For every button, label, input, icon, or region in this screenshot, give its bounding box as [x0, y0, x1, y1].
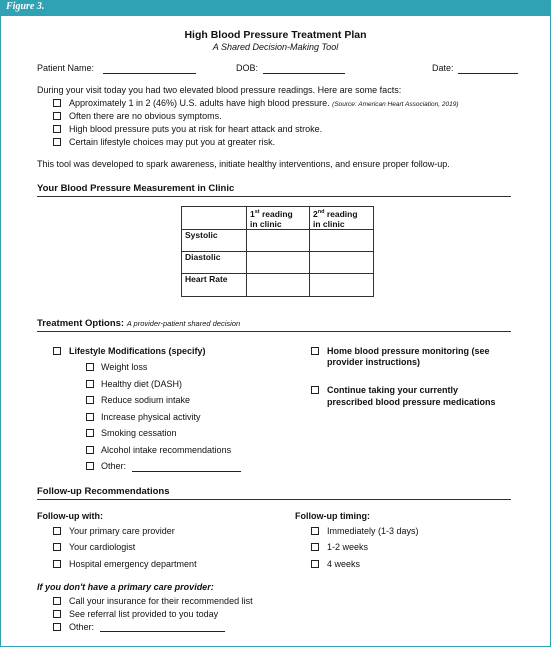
patient-name-field[interactable] [103, 73, 196, 74]
row-label-systolic: Systolic [182, 229, 247, 251]
systolic-reading-2-cell[interactable] [310, 229, 374, 251]
fact-item: Approximately 1 in 2 (46%) U.S. adults have high blood pressure. (Source: American Heart Association, 2019) [69, 98, 459, 108]
no-provider-item: See referral list provided to you today [69, 609, 219, 619]
timing-immediately-checkbox[interactable] [311, 527, 319, 535]
followup-with-item: Hospital emergency department [69, 559, 197, 569]
systolic-reading-1-cell[interactable] [247, 229, 310, 251]
continue-medications-checkbox[interactable] [311, 386, 319, 394]
lifestyle-item: Alcohol intake recommendations [101, 445, 232, 455]
dob-label: DOB: [236, 63, 259, 73]
bp-measurement-table [181, 206, 374, 297]
dob-field[interactable] [263, 73, 345, 74]
emergency-department-checkbox[interactable] [53, 560, 61, 568]
followup-with-label: Follow-up with: [37, 511, 103, 521]
page-title: High Blood Pressure Treatment Plan [184, 29, 367, 41]
fact-item: Certain lifestyle choices may put you at greater risk. [69, 137, 276, 147]
fact-bullet [53, 138, 61, 146]
patient-name-label: Patient Name: [37, 63, 95, 73]
alcohol-intake-checkbox[interactable] [86, 446, 94, 454]
lifestyle-item: Weight loss [101, 362, 148, 372]
physical-activity-checkbox[interactable] [86, 413, 94, 421]
row-label-heart-rate: Heart Rate [182, 273, 247, 296]
treatment-heading: Treatment Options: [37, 318, 125, 329]
lifestyle-item: Healthy diet (DASH) [101, 379, 183, 389]
lifestyle-item: Other: [101, 461, 127, 471]
followup-timing-item: 1-2 weeks [327, 542, 369, 552]
timing-1-2-weeks-checkbox[interactable] [311, 543, 319, 551]
reduce-sodium-checkbox[interactable] [86, 396, 94, 404]
treatment-heading-line [37, 318, 240, 329]
fact-item: High blood pressure puts you at risk for heart attack and stroke. [69, 124, 323, 134]
primary-care-checkbox[interactable] [53, 527, 61, 535]
followup-with-item: Your cardiologist [69, 542, 136, 552]
measurement-heading: Your Blood Pressure Measurement in Clinic [37, 183, 235, 194]
section-divider [37, 196, 511, 197]
date-field[interactable] [458, 73, 518, 74]
no-provider-other-field[interactable] [100, 631, 225, 632]
purpose-text: This tool was developed to spark awareness, initiate healthy interventions, and ensure proper follow-up. [37, 159, 450, 169]
no-provider-item: Other: [69, 622, 95, 632]
no-provider-other-checkbox[interactable] [53, 623, 61, 631]
fact-bullet [53, 112, 61, 120]
page-subtitle: A Shared Decision-Making Tool [212, 42, 339, 52]
date-label: Date: [432, 63, 454, 73]
column-header-first-reading: 1st reading in clinic [247, 207, 310, 230]
healthy-diet-checkbox[interactable] [86, 380, 94, 388]
followup-heading: Follow-up Recommendations [37, 486, 170, 497]
continue-medications-label: Continue taking your currently [327, 385, 459, 395]
continue-medications-label: prescribed blood pressure medications [327, 397, 496, 407]
diastolic-reading-2-cell[interactable] [310, 251, 374, 273]
diastolic-reading-1-cell[interactable] [247, 251, 310, 273]
fact-item: Often there are no obvious symptoms. [69, 111, 222, 121]
table-corner [182, 207, 247, 230]
column-header-second-reading: 2nd reading in clinic [310, 207, 374, 230]
lifestyle-other-field[interactable] [132, 471, 241, 472]
followup-timing-item: Immediately (1-3 days) [327, 526, 419, 536]
lifestyle-item: Smoking cessation [101, 428, 177, 438]
cardiologist-checkbox[interactable] [53, 543, 61, 551]
home-monitoring-checkbox[interactable] [311, 347, 319, 355]
timing-4-weeks-checkbox[interactable] [311, 560, 319, 568]
no-provider-item: Call your insurance for their recommended list [69, 596, 253, 606]
figure-label: Figure 3. [6, 1, 45, 12]
section-divider [37, 499, 511, 500]
heart-rate-reading-2-cell[interactable] [310, 273, 374, 296]
lifestyle-checkbox[interactable] [53, 347, 61, 355]
section-divider [37, 331, 511, 332]
home-monitoring-label: Home blood pressure monitoring (see [327, 346, 490, 356]
weight-loss-checkbox[interactable] [86, 363, 94, 371]
fact-bullet [53, 99, 61, 107]
home-monitoring-label: provider instructions) [327, 357, 421, 367]
figure-banner [0, 0, 551, 16]
fact-source: (Source: American Heart Association, 2019) [332, 101, 459, 108]
lifestyle-item: Reduce sodium intake [101, 395, 191, 405]
heart-rate-reading-1-cell[interactable] [247, 273, 310, 296]
fact-bullet [53, 125, 61, 133]
followup-timing-item: 4 weeks [327, 559, 361, 569]
lifestyle-label: Lifestyle Modifications (specify) [69, 346, 206, 356]
no-provider-label: If you don't have a primary care provider: [37, 582, 214, 592]
smoking-cessation-checkbox[interactable] [86, 429, 94, 437]
followup-timing-label: Follow-up timing: [295, 511, 370, 521]
row-label-diastolic: Diastolic [182, 251, 247, 273]
lifestyle-other-checkbox[interactable] [86, 462, 94, 470]
referral-list-checkbox[interactable] [53, 610, 61, 618]
followup-with-item: Your primary care provider [69, 526, 175, 536]
lifestyle-item: Increase physical activity [101, 412, 201, 422]
call-insurance-checkbox[interactable] [53, 597, 61, 605]
treatment-subheading: A provider-patient shared decision [126, 319, 241, 328]
intro-text: During your visit today you had two elevated blood pressure readings. Here are some facts: [37, 85, 402, 95]
